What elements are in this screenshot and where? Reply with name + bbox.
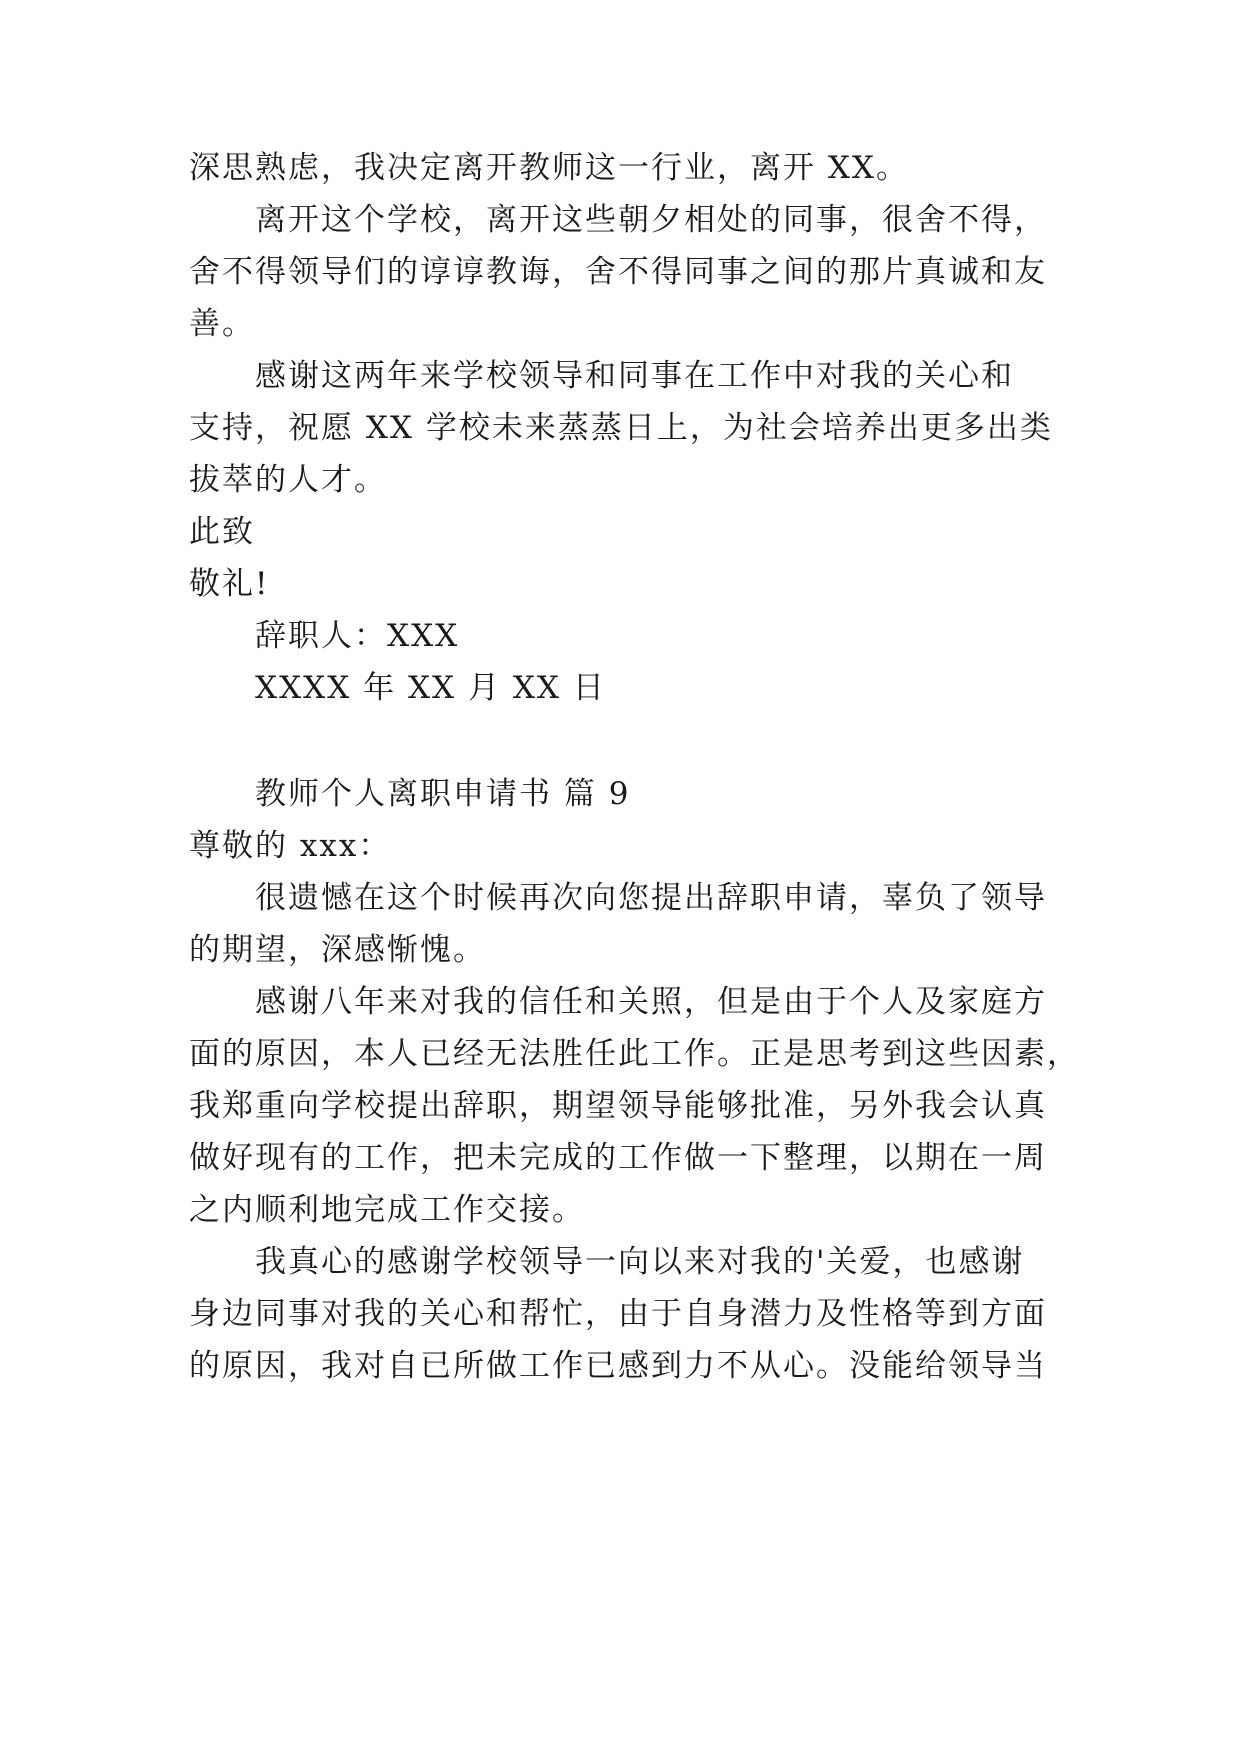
text-line: 很遗憾在这个时候再次向您提出辞职申请，辜负了领导 [255,880,1047,916]
signature-line: 辞职人：XXX [255,618,460,654]
section-title: 教师个人离职申请书 篇 9 [255,776,631,812]
text-line: 拔萃的人才。 [189,462,387,498]
closing-regards: 敬礼! [189,566,270,602]
text-line: 深思熟虑，我决定离开教师这一行业，离开 XX。 [189,150,909,186]
text-line: 我郑重向学校提出辞职，期望领导能够批准，另外我会认真 [189,1088,1047,1124]
text-line: 离开这个学校，离开这些朝夕相处的同事，很舍不得， [255,202,1047,238]
text-line: 身边同事对我的关心和帮忙，由于自身潜力及性格等到方面 [189,1296,1047,1332]
closing-salutation: 此致 [189,514,255,550]
text-line: 做好现有的工作，把未完成的工作做一下整理，以期在一周 [189,1140,1047,1176]
date-line: XXXX 年 XX 月 XX 日 [255,670,606,706]
text-line: 舍不得领导们的谆谆教诲，舍不得同事之间的那片真诚和友 [189,254,1047,290]
text-line: 感谢八年来对我的信任和关照，但是由于个人及家庭方 [255,984,1047,1020]
text-line: 我真心的感谢学校领导一向以来对我的'关爱，也感谢 [255,1244,1025,1280]
greeting: 尊敬的 xxx： [189,828,392,864]
text-line: 的期望，深感惭愧。 [189,932,486,968]
text-line: 面的原因，本人已经无法胜任此工作。正是思考到这些因素， [189,1036,1080,1072]
text-line: 善。 [189,306,255,342]
text-line: 支持，祝愿 XX 学校未来蒸蒸日上，为社会培养出更多出类 [189,410,1053,446]
text-line: 的原因，我对自已所做工作已感到力不从心。没能给领导当 [189,1348,1047,1384]
text-line: 感谢这两年来学校领导和同事在工作中对我的关心和 [255,358,1014,394]
text-line: 之内顺利地完成工作交接。 [189,1192,585,1228]
